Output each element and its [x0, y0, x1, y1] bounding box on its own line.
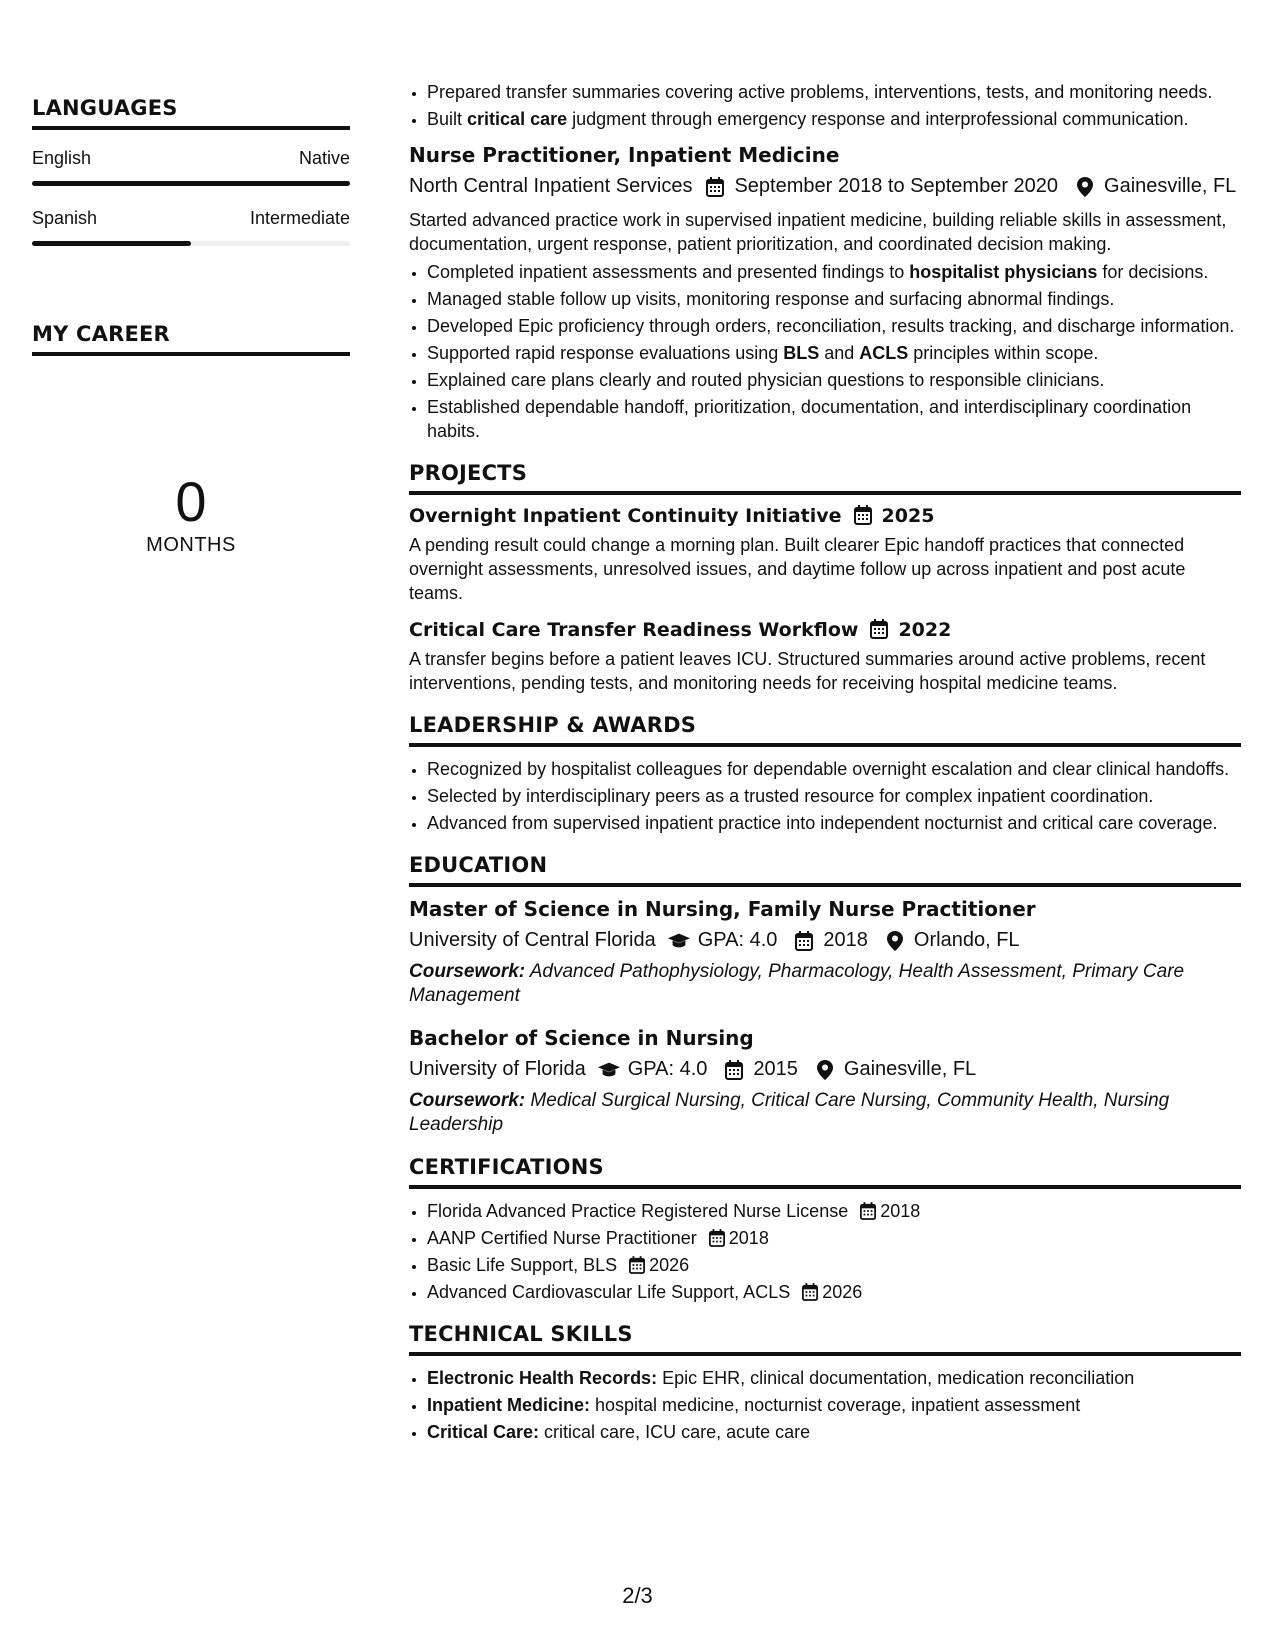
education-item — [409, 1026, 1241, 1137]
bullet-item — [427, 314, 1241, 338]
projects-section — [409, 461, 1241, 695]
project-year: 2025 — [881, 505, 935, 527]
bullet-item — [427, 395, 1241, 443]
calendar-icon — [709, 1229, 727, 1247]
job-entry — [409, 143, 1241, 443]
bullet-item — [427, 260, 1241, 284]
education-item — [409, 897, 1241, 1008]
skill-category: Inpatient Medicine: — [427, 1395, 591, 1415]
certification-item — [427, 1253, 1241, 1277]
leadership-section — [409, 713, 1241, 835]
graduation-cap-icon — [668, 930, 690, 952]
main-content — [409, 80, 1241, 1447]
skills-section — [409, 1322, 1241, 1444]
coursework-label: Coursework: — [409, 961, 526, 982]
leadership-item: • Selected by interdisciplinary peers as a trusted resource for complex inpatient coordination. — [427, 784, 1241, 808]
language-proficiency-bar — [32, 181, 350, 186]
education-heading: EDUCATION — [409, 853, 1241, 887]
school-name: University of Florida — [409, 1058, 586, 1080]
job-company: North Central Inpatient Services — [409, 175, 693, 197]
language-name: English — [32, 148, 92, 168]
skill-values: critical care, ICU care, acute care — [539, 1422, 811, 1442]
project-description: A pending result could change a morning plan. Built clearer Epic handoff practices that connected overnight assessments, unresolved issues, and daytime follow up across inpatient and post acute teams. — [409, 535, 1186, 603]
sidebar — [32, 96, 350, 557]
project-year: 2022 — [898, 619, 952, 641]
certification-item — [427, 1226, 1241, 1250]
language-level: Native — [298, 148, 350, 168]
certification-item — [427, 1199, 1241, 1223]
job-dates: September 2018 to September 2020 — [734, 175, 1059, 197]
graduation-year: 2018 — [823, 929, 868, 951]
calendar-icon — [802, 1283, 820, 1301]
graduation-year: 2015 — [753, 1058, 798, 1080]
job-meta — [409, 175, 1241, 198]
coursework-label: Coursework: — [409, 1090, 526, 1111]
language-proficiency-fill — [32, 241, 191, 246]
coursework — [409, 1089, 1241, 1137]
graduation-cap-icon — [598, 1059, 620, 1081]
certifications-list — [409, 1199, 1241, 1304]
bullet-emphasis: hospitalist physicians — [909, 262, 1098, 282]
bullet-text: judgment through emergency response and interprofessional communication. — [567, 109, 1189, 129]
project-item — [409, 505, 1241, 605]
project-description: A transfer begins before a patient leaves ICU. Structured summaries around active problems, recent interventions, pending tests, and monitoring needs for receiving hospital medicine teams. — [409, 649, 1206, 693]
certification-name: Florida Advanced Practice Registered Nurse License — [427, 1201, 849, 1221]
bullet-item — [427, 341, 1241, 365]
coursework — [409, 960, 1241, 1008]
bullet-text: Developed Epic proficiency through orders, reconciliation, results tracking, and discharge information. — [427, 316, 1235, 336]
language-item — [32, 208, 350, 246]
skill-item — [427, 1366, 1241, 1390]
job-summary: Started advanced practice work in supervised inpatient medicine, building reliable skills in assessment, documentation, urgent response, patient prioritization, and coordinated decision making. — [409, 210, 1227, 254]
career-heading: MY CAREER — [32, 322, 350, 356]
skill-item — [427, 1420, 1241, 1444]
certification-name: Advanced Cardiovascular Life Support, ACLS — [427, 1282, 791, 1302]
bullet-text: Completed inpatient assessments and presented findings to — [427, 262, 910, 282]
language-name: Spanish — [32, 208, 98, 228]
calendar-icon — [854, 505, 876, 527]
leadership-list — [409, 757, 1241, 835]
job-bullets — [409, 260, 1241, 443]
gpa: GPA: 4.0 — [627, 1058, 708, 1080]
skills-list — [409, 1366, 1241, 1444]
calendar-icon — [704, 176, 726, 198]
previous-job-bullets — [409, 80, 1241, 131]
project-item — [409, 619, 1241, 695]
career-duration-value: 0 — [175, 470, 207, 533]
certification-year: 2018 — [880, 1201, 921, 1221]
bullet-emphasis: BLS — [783, 343, 820, 363]
certification-item — [427, 1280, 1241, 1304]
calendar-icon — [793, 930, 815, 952]
school-name: University of Central Florida — [409, 929, 656, 951]
bullet-text: Managed stable follow up visits, monitoring response and surfacing abnormal findings. — [427, 289, 1115, 309]
bullet-text: Built — [427, 109, 468, 129]
bullet-item — [427, 80, 1241, 104]
calendar-icon — [870, 619, 892, 641]
map-pin-icon — [1074, 176, 1096, 198]
career-duration — [32, 470, 350, 557]
language-proficiency-bar — [32, 241, 350, 246]
bullet-item — [427, 107, 1241, 131]
certification-year: 2026 — [649, 1255, 690, 1275]
calendar-icon — [629, 1256, 647, 1274]
certification-name: Basic Life Support, BLS — [427, 1255, 618, 1275]
skill-category: Critical Care: — [427, 1422, 540, 1442]
school-location: Orlando, FL — [913, 929, 1020, 951]
gpa: GPA: 4.0 — [697, 929, 778, 951]
coursework-list: Advanced Pathophysiology, Pharmacology, Health Assessment, Primary Care Management — [409, 961, 1185, 1006]
skill-category: Electronic Health Records: — [427, 1368, 658, 1388]
leadership-item: • Recognized by hospitalist colleagues for dependable overnight escalation and clear clinical handoffs. — [427, 757, 1241, 781]
skill-values: hospital medicine, nocturnist coverage, inpatient assessment — [590, 1395, 1081, 1415]
bullet-text: Prepared transfer summaries covering active problems, interventions, tests, and monitoring needs. — [427, 82, 1213, 102]
certification-year: 2018 — [728, 1228, 769, 1248]
skills-heading: TECHNICAL SKILLS — [409, 1322, 1241, 1356]
calendar-icon — [723, 1059, 745, 1081]
coursework-list: Medical Surgical Nursing, Critical Care Nursing, Community Health, Nursing Leadership — [409, 1090, 1170, 1135]
bullet-text: principles within scope. — [908, 343, 1099, 363]
page-indicator: 2/3 — [622, 1583, 653, 1608]
language-level: Intermediate — [249, 208, 350, 228]
skill-item — [427, 1393, 1241, 1417]
bullet-text: Explained care plans clearly and routed physician questions to responsible clinicians. — [427, 370, 1105, 390]
bullet-emphasis: critical care — [467, 109, 568, 129]
job-title: Nurse Practitioner, Inpatient Medicine — [409, 143, 840, 167]
bullet-text: and — [819, 343, 860, 363]
degree-title: Master of Science in Nursing, Family Nurse Practitioner — [409, 897, 1036, 921]
degree-title: Bachelor of Science in Nursing — [409, 1026, 754, 1050]
job-location: Gainesville, FL — [1104, 175, 1237, 197]
education-section — [409, 853, 1241, 1137]
project-name: Overnight Inpatient Continuity Initiative — [409, 505, 842, 527]
bullet-text: Established dependable handoff, prioritization, documentation, and interdisciplinary coordination habits. — [427, 397, 1192, 441]
bullet-item — [427, 287, 1241, 311]
calendar-icon — [860, 1202, 878, 1220]
language-item — [32, 148, 350, 186]
project-name: Critical Care Transfer Readiness Workflow — [409, 619, 859, 641]
languages-heading: LANGUAGES — [32, 96, 350, 130]
skill-values: Epic EHR, clinical documentation, medication reconciliation — [657, 1368, 1135, 1388]
certifications-section — [409, 1155, 1241, 1304]
bullet-item — [427, 368, 1241, 392]
certifications-heading: CERTIFICATIONS — [409, 1155, 1241, 1189]
bullet-emphasis: ACLS — [859, 343, 909, 363]
certification-name: AANP Certified Nurse Practitioner — [427, 1228, 697, 1248]
bullet-text: for decisions. — [1097, 262, 1209, 282]
career-duration-unit: MONTHS — [146, 534, 236, 556]
projects-heading: PROJECTS — [409, 461, 1241, 495]
map-pin-icon — [884, 930, 906, 952]
bullet-text: Supported rapid response evaluations using — [427, 343, 784, 363]
leadership-heading: LEADERSHIP & AWARDS — [409, 713, 1241, 747]
certification-year: 2026 — [822, 1282, 863, 1302]
leadership-item: • Advanced from supervised inpatient practice into independent nocturnist and critical care coverage. — [427, 811, 1241, 835]
language-proficiency-fill — [32, 181, 350, 186]
map-pin-icon — [814, 1059, 836, 1081]
school-location: Gainesville, FL — [843, 1058, 977, 1080]
